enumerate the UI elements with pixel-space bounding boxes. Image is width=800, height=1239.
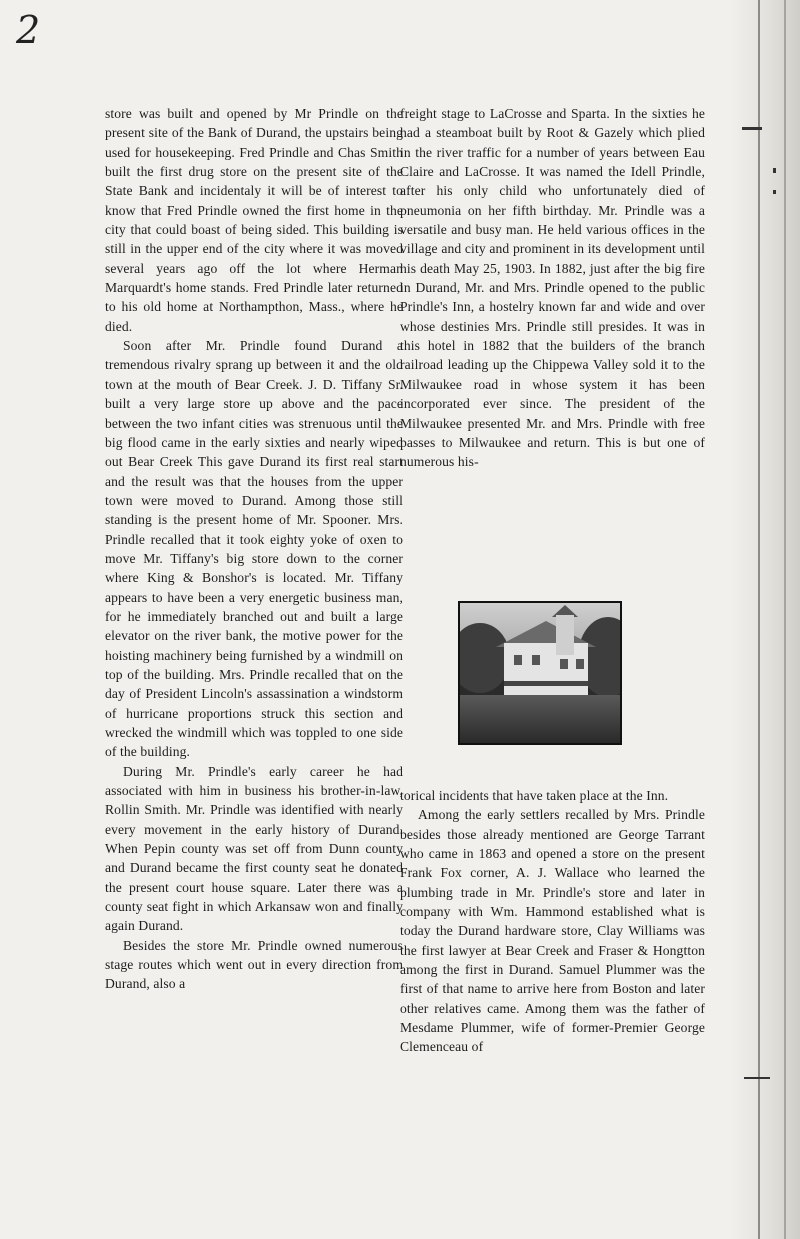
scan-page-edge [730,0,800,1239]
photo-window [576,659,584,669]
photo-porch [504,681,588,686]
photo-window [560,659,568,669]
photo-window [514,655,522,665]
article-column-right-top [400,104,705,472]
photo-ground [460,695,620,743]
article-column-right-bottom [400,786,705,1057]
photo-window [532,655,540,665]
inn-photograph [458,601,622,745]
paragraph: freight stage to LaCrosse and Sparta. In the sixties he had a steamboat built by Root & Gazely which plied in the river traffic for a number of years between Eau Claire and LaCrosse. It was named the Idell Prindle, after his only child who unfortunately died of pneumonia on her fifth birthday. Mr. Prindle was a versatile and busy man. He held various offices in the village and city and prominent in its development until his death May 25, 1903. In 1882, just after the big fire in Durand, Mr. and Mrs. Prindle opened to the public Prindle's Inn, a hostelry known far and wide and over whose destinies Mrs. Prindle still presides. It was in this hotel in 1882 that the builders of the branch railroad leading up the Chippewa Valley sold it to the Milwaukee road in whose system it has been incorporated ever since. The president of the Milwaukee presented Mr. and Mrs. Prindle with free passes to Milwaukee and return. This is but one of numerous his- [400,106,705,470]
margin-mark [742,127,762,130]
article-column-left [105,104,403,994]
margin-mark [744,1077,770,1079]
paragraph: Soon after Mr. Prindle found Durand a tremendous rivalry sprang up between it and the old town at the mouth of Bear Creek. J. D. Tiffany Sr. built a very large store up above and the pace between the two infant cities was strenuous until the big flood came in the early sixties and nearly wiped out Bear Creek This gave Durand its first real start and the result was that the houses from the upper town were moved to Durand. Among those still standing is the present home of Mr. Spooner. Mrs. Prindle recalled that it took eighty yoke of oxen to move Mr. Tiffany's big store down to the corner where King & Bonshor's is located. Mr. Tiffany appears to have been a very energetic business man, for he immediately branched out and built a large elevator on the river bank, the motive power for the hoisting machinery being furnished by a windmill on top of the building. Mrs. Prindle recalled that on the day of President Lincoln's assassination a windstorm of hurricane proportions struck this section and wrecked the windmill which was toppled to one side of the building. [105,338,403,760]
margin-mark [773,168,776,173]
paragraph: During Mr. Prindle's early career he had associated with him in business his brother-in-law, Rollin Smith. Mr. Prindle was identified with nearly every movement in the early history of Durand. When Pepin county was set off from Dunn county and Durand became the first county seat he donated the present court house square. Later there was a county seat fight in which Arkansaw won and finally again Durand. [105,763,403,934]
paragraph: Among the early settlers recalled by Mrs. Prindle besides those already mentioned are George Tarrant who came in 1863 and opened a store on the present Frank Fox corner, A. J. Wallace who learned the plumbing trade in Mr. Prindle's store and later in company with Wm. Hammond established what is today the Durand hardware store, Clay Williams was the first lawyer at Bear Creek and Fraser & Hongtton among the first in Durand. Samuel Plummer was the first of that name to arrive here from Boston and later other relatives came. Among them was the father of Mesdame Plummer, wife of former-Premier George Clemenceau of [400,807,705,1055]
scan-edge-line [784,0,786,1239]
page-number: 2 [16,8,41,52]
photo-tower [556,615,574,655]
paragraph: store was built and opened by Mr Prindle on the present site of the Bank of Durand, the upstairs being used for housekeeping. Fred Prindle and Chas Smith built the first drug store on the present site of the State Bank and incidentaly it will be of interest to know that Fred Prindle owned the first home in the city that could boast of being sided. This building is still in the upper end of the city where it was moved several years ago off the lot where Herman Marquardt's home stands. Fred Prindle later returned to his old home at Northampthon, Mass., where he died. [105,106,403,334]
paragraph: torical incidents that have taken place at the Inn. [400,788,669,803]
margin-mark [773,190,776,194]
scan-edge-line [758,0,760,1239]
photo-house [504,643,588,699]
paragraph: Besides the store Mr. Prindle owned numerous stage routes which went out in every direction from Durand, also a [105,937,403,992]
